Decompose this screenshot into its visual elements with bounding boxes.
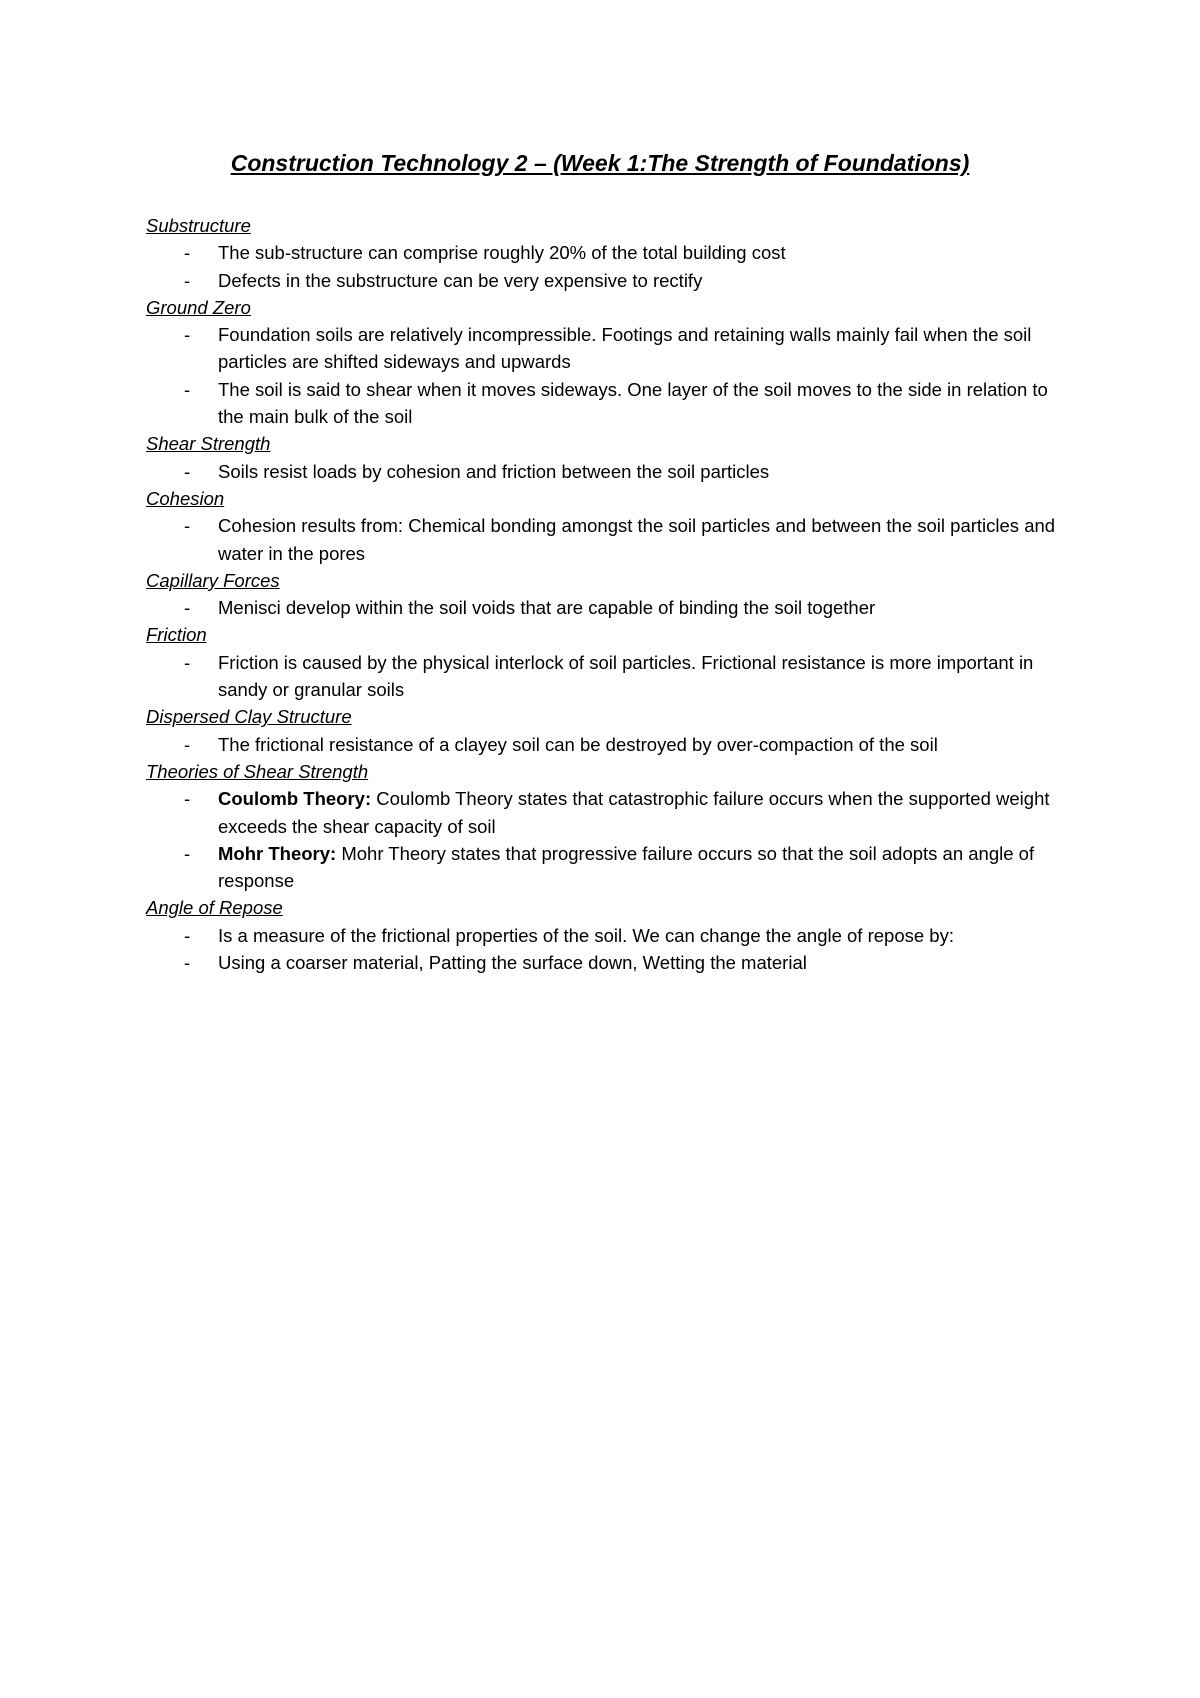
list-item-text: Using a coarser material, Patting the surface down, Wetting the material	[218, 952, 807, 974]
list-item-text: Foundation soils are relatively incompressible. Footings and retaining walls mainly fail when the soil particles are shifted sideways and upwards	[218, 324, 1032, 373]
bullet-marker: -	[184, 733, 191, 755]
list-item	[146, 239, 1076, 266]
list-item-text	[218, 785, 1076, 840]
list-item	[146, 512, 1076, 567]
section-heading-angle-of-repose: Angle of Repose	[146, 897, 283, 919]
section-heading-substructure: Substructure	[146, 215, 251, 236]
list-item	[146, 785, 1076, 840]
term-coulomb-theory: Coulomb Theory:	[218, 788, 372, 810]
list-item-text: Menisci develop within the soil voids that are capable of binding the soil together	[218, 597, 876, 619]
section-heading-ground-zero: Ground Zero	[146, 296, 251, 318]
section-heading-capillary-forces: Capillary Forces	[146, 569, 280, 591]
page-title: Construction Technology 2 – (Week 1:The Strength of Foundations)	[230, 150, 970, 176]
bullet-marker: -	[184, 324, 191, 346]
list-item	[146, 458, 1076, 485]
bullet-marker: -	[184, 515, 191, 537]
term-mohr-theory: Mohr Theory:	[218, 842, 337, 864]
bullet-marker: -	[184, 242, 191, 264]
bullet-marker: -	[184, 842, 191, 864]
list-item	[146, 649, 1076, 704]
bullet-marker: -	[184, 952, 191, 974]
term-description: Mohr Theory states that progressive failure occurs so that the soil adopts an angle of response	[218, 842, 1035, 892]
section-heading-cohesion: Cohesion	[146, 487, 225, 509]
list-item-text: The sub-structure can comprise roughly 20% of the total building cost	[218, 242, 786, 264]
bullet-marker: -	[184, 924, 191, 946]
list-item	[146, 594, 1076, 621]
bullet-marker: -	[184, 460, 191, 482]
section-heading-dispersed-clay-structure: Dispersed Clay Structure	[146, 706, 352, 728]
bullet-marker: -	[184, 788, 191, 810]
list-item-text: Soils resist loads by cohesion and friction between the soil particles	[218, 460, 770, 482]
document-body	[146, 212, 1076, 976]
list-item	[146, 840, 1076, 895]
bullet-marker: -	[184, 597, 191, 619]
list-item-text: Friction is caused by the physical interlock of soil particles. Frictional resistance is more important in sandy or granular soils	[218, 651, 1034, 701]
list-item	[146, 949, 1076, 976]
list-item-text	[218, 840, 1076, 895]
section-heading-friction: Friction	[146, 624, 207, 646]
list-item	[146, 267, 1076, 294]
bullet-marker: -	[184, 378, 191, 400]
list-item	[146, 731, 1076, 758]
list-item	[146, 321, 1076, 376]
list-item-text: Cohesion results from: Chemical bonding amongst the soil particles and between the soil particles and water in the pores	[218, 515, 1056, 564]
list-item-text: Defects in the substructure can be very expensive to rectify	[218, 269, 703, 291]
bullet-marker: -	[184, 651, 191, 673]
list-item	[146, 376, 1076, 431]
bullet-marker: -	[184, 269, 191, 291]
section-heading-theories-of-shear-strength: Theories of Shear Strength	[146, 760, 369, 782]
term-description: Coulomb Theory states that catastrophic failure occurs when the supported weight exceeds the shear capacity of soil	[218, 788, 1050, 837]
list-item	[146, 922, 1076, 949]
list-item-text: Is a measure of the frictional properties of the soil. We can change the angle of repose by:	[218, 924, 954, 946]
list-item-text: The frictional resistance of a clayey soil can be destroyed by over-compaction of the soil	[218, 733, 938, 755]
list-item-text: The soil is said to shear when it moves sideways. One layer of the soil moves to the side in relation to the main bulk of the soil	[218, 378, 1048, 428]
section-heading-shear-strength: Shear Strength	[146, 433, 271, 455]
